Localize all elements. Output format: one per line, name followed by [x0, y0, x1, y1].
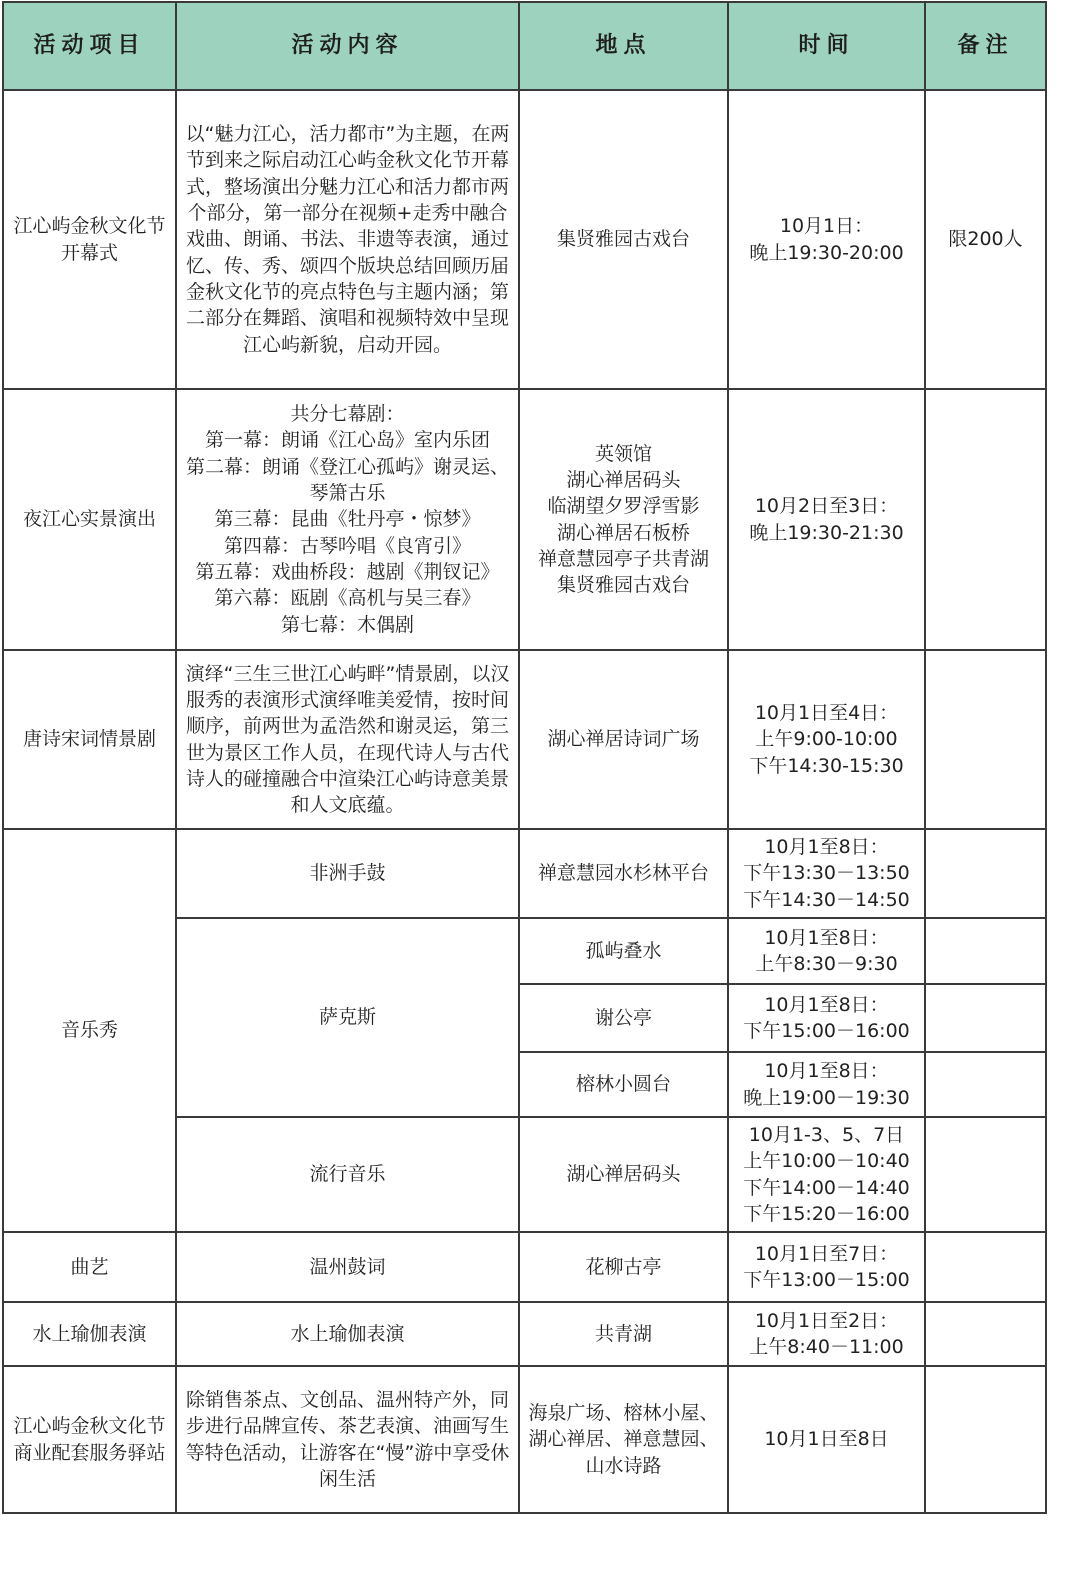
header-remark: 备注: [925, 2, 1046, 90]
time-cell: [728, 1232, 925, 1302]
location-line: 英领馆: [594, 442, 652, 465]
time-line: 10月1-3、5、7日: [748, 1123, 905, 1146]
time-line: 10月1日至2日：: [754, 1309, 899, 1332]
remark-cell: [925, 1052, 1046, 1117]
item-cell: 江心屿金秋文化节开幕式: [3, 90, 176, 389]
location-line: 湖心禅居码头: [566, 468, 681, 491]
time-line: 上午9:00-10:00: [755, 728, 898, 751]
content-cell: 非洲手鼓: [176, 829, 519, 918]
item-cell: 唐诗宋词情景剧: [3, 650, 176, 829]
item-cell: 音乐秀: [3, 829, 176, 1232]
time-line: 10月1至8日：: [764, 1060, 889, 1083]
table-row: [3, 1366, 1046, 1513]
time-cell: [728, 918, 925, 984]
location-cell: 集贤雅园古戏台: [519, 90, 728, 389]
time-line: 上午8:30－9:30: [755, 953, 898, 975]
location-line: 湖心禅居石板桥: [556, 521, 690, 544]
time-line: 下午14:30－14:50: [743, 888, 910, 911]
time-cell: [728, 1052, 925, 1117]
location-cell: 谢公亭: [519, 984, 728, 1052]
remark-cell: [925, 1302, 1046, 1366]
time-cell: [728, 1117, 925, 1232]
time-cell: [728, 90, 925, 389]
location-cell: 共青湖: [519, 1302, 728, 1366]
act-line: 第三幕：昆曲《牡丹亭・惊梦》: [214, 508, 481, 531]
table-row: [3, 1302, 1046, 1366]
time-line: 10月1至8日：: [764, 926, 889, 949]
act-line: 第一幕：朗诵《江心岛》室内乐团: [204, 429, 490, 452]
location-cell: [519, 1366, 728, 1513]
location-cell: 孤屿叠水: [519, 918, 728, 984]
remark-cell: [925, 1117, 1046, 1232]
item-cell: 曲艺: [3, 1232, 176, 1302]
time-line: 下午15:20－16:00: [743, 1202, 910, 1225]
schedule-table: [2, 1, 1047, 1514]
remark-cell: [925, 918, 1046, 984]
location-cell: 禅意慧园水杉林平台: [519, 829, 728, 918]
header-row: [3, 2, 1046, 90]
time-line: 下午13:30－13:50: [743, 862, 910, 885]
act-line: 共分七幕剧：: [290, 403, 405, 426]
location-line: 湖心禅居、禅意慧园、: [528, 1428, 719, 1451]
location-line: 山水诗路: [585, 1454, 662, 1477]
content-cell: 水上瑜伽表演: [176, 1302, 519, 1366]
location-cell: 花柳古亭: [519, 1232, 728, 1302]
item-cell: 江心屿金秋文化节商业配套服务驿站: [3, 1366, 176, 1513]
time-line: 10月2日至3日：: [754, 495, 899, 518]
time-line: 10月1日：: [779, 215, 874, 238]
remark-cell: [925, 389, 1046, 650]
time-line: 10月1日至7日：: [754, 1242, 899, 1265]
content-cell: 温州鼓词: [176, 1232, 519, 1302]
table-row: [3, 90, 1046, 389]
content-cell: 萨克斯: [176, 918, 519, 1117]
content-cell: 除销售茶点、文创品、温州特产外，同步进行品牌宣传、茶艺表演、油画写生等特色活动，让游客在“慢”游中享受休闲生活: [176, 1366, 519, 1513]
remark-cell: [925, 1232, 1046, 1302]
remark-cell: [925, 984, 1046, 1052]
table-row: [3, 829, 1046, 918]
item-cell: 水上瑜伽表演: [3, 1302, 176, 1366]
content-cell: 流行音乐: [176, 1117, 519, 1232]
time-line: 下午15:00－16:00: [743, 1020, 910, 1042]
time-line: 上午10:00－10:40: [743, 1150, 910, 1173]
time-cell: [728, 829, 925, 918]
time-line: 10月1至8日：: [764, 836, 889, 859]
remark-cell: 限200人: [925, 90, 1046, 389]
time-line: 下午14:30-15:30: [749, 754, 904, 777]
location-cell: [519, 389, 728, 650]
time-line: 晚上19:00－19:30: [743, 1086, 910, 1109]
time-cell: [728, 1302, 925, 1366]
header-item: 活动项目: [3, 2, 176, 90]
time-line: 10月1至8日：: [764, 993, 889, 1016]
act-line: 琴箫古乐: [309, 482, 386, 505]
time-cell: [728, 984, 925, 1052]
act-line: 第七幕：木偶剧: [280, 613, 414, 636]
content-cell: 以“魅力江心，活力都市”为主题，在两节到来之际启动江心屿金秋文化节开幕式，整场演出分魅力江心和活力都市两个部分，第一部分在视频+走秀中融合戏曲、朗诵、书法、非遗等表演，通过忆、传、秀、颂四个版块总结回顾历届金秋文化节的亮点特色与主题内涵；第二部分在舞蹈、演唱和视频特效中呈现江心屿新貌，启动开园。: [176, 90, 519, 389]
act-line: 第二幕：朗诵《登江心孤屿》谢灵运、: [185, 455, 509, 478]
item-cell: 夜江心实景演出: [3, 389, 176, 650]
content-cell: 演绎“三生三世江心屿畔”情景剧，以汉服秀的表演形式演绎唯美爱情，按时间顺序，前两世为孟浩然和谢灵运，第三世为景区工作人员，在现代诗人与古代诗人的碰撞融合中渲染江心屿诗意美景和人文底蕴。: [176, 650, 519, 829]
table-row: [3, 650, 1046, 829]
remark-cell: [925, 1366, 1046, 1513]
act-line: 第六幕：瓯剧《高机与吴三春》: [214, 587, 481, 610]
location-cell: 湖心禅居码头: [519, 1117, 728, 1232]
time-cell: 10月1日至8日: [728, 1366, 925, 1513]
time-line: 下午13:00－15:00: [743, 1269, 910, 1291]
act-line: 第四幕：古琴吟唱《良宵引》: [223, 534, 471, 557]
time-line: 下午14:00－14:40: [743, 1176, 910, 1199]
remark-cell: [925, 650, 1046, 829]
time-cell: [728, 389, 925, 650]
remark-cell: [925, 829, 1046, 918]
location-cell: 湖心禅居诗词广场: [519, 650, 728, 829]
location-line: 临湖望夕罗浮雪影: [547, 495, 700, 518]
location-cell: 榕林小圆台: [519, 1052, 728, 1117]
location-line: 禅意慧园亭子共青湖: [537, 547, 709, 570]
time-line: 晚上19:30-20:00: [749, 241, 904, 264]
header-location: 地点: [519, 2, 728, 90]
time-line: 晚上19:30-21:30: [749, 521, 904, 544]
act-line: 第五幕：戏曲桥段：越剧《荆钗记》: [195, 560, 500, 583]
time-cell: [728, 650, 925, 829]
table-row: [3, 1232, 1046, 1302]
time-line: 上午8:40－11:00: [749, 1336, 904, 1358]
header-content: 活动内容: [176, 2, 519, 90]
time-line: 10月1日至4日：: [754, 702, 899, 725]
location-line: 海泉广场、榕林小屋、: [528, 1402, 719, 1425]
location-line: 集贤雅园古戏台: [556, 574, 690, 597]
content-cell: [176, 389, 519, 650]
table-row: [3, 389, 1046, 650]
header-time: 时间: [728, 2, 925, 90]
